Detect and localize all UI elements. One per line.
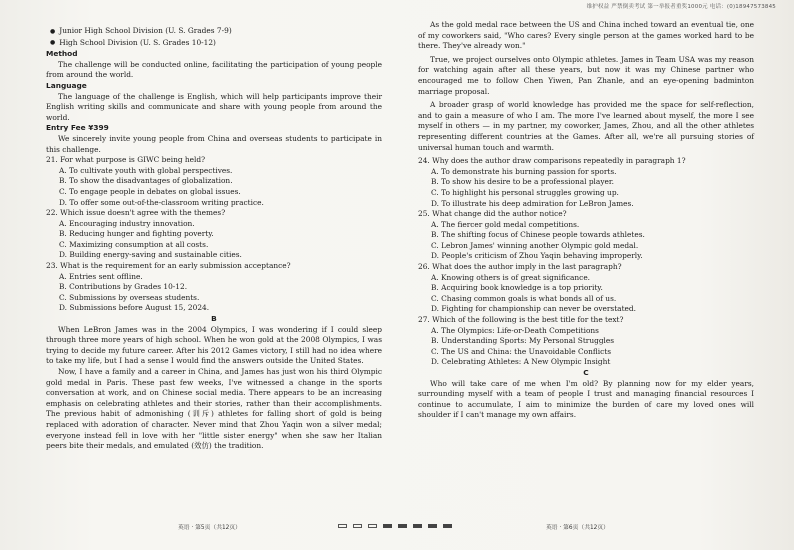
left-column [46, 26, 382, 452]
option: B. Reducing hunger and fighting poverty. [59, 229, 214, 239]
option: A. The Olympics: Life-or-Death Competitions [431, 325, 599, 335]
page-footer-left: 英语 · 第5页（共12页） [178, 525, 241, 531]
option: B. Contributions by Grades 10-12. [59, 282, 188, 292]
option: B. To show the disadvantages of globalization. [59, 176, 233, 186]
method-paragraph: The challenge will be conducted online, facilitating the participation of young people from around the world. [46, 59, 382, 80]
passage-b-paragraph-4: True, we project ourselves onto Olympic athletes. James in Team USA was my reason for watching again after all these years, but now it was my Chinese partner who encouraged me to follow Chen Yiwen, Pan Zhanle, and an eye-opening badminton marriage proposal. [418, 54, 754, 96]
option: A. To cultivate youth with global perspectives. [59, 165, 233, 175]
question-23: 23. What is the requirement for an early submission acceptance? [46, 261, 291, 271]
option: C. Chasing common goals is what bonds all of us. [431, 293, 617, 303]
option: A. The fiercer gold medal competitions. [431, 219, 580, 229]
language-paragraph: The language of the challenge is English, which will help participants improve their English writing skills and communicate and share with young people from around the world. [46, 91, 382, 122]
question-27: 27. Which of the following is the best title for the text? [418, 315, 624, 325]
entry-fee-paragraph: We sincerely invite young people from China and overseas students to participate in this challenge. [46, 133, 382, 154]
option: C. Maximizing consumption at all costs. [59, 239, 209, 249]
option: C. Submissions by overseas students. [59, 292, 200, 302]
header-notice: 维护权益 严禁倒卖考试 第一举报者重奖1000元 电话：(0)18947573845 [586, 4, 776, 10]
method-heading: Method [46, 49, 78, 59]
option: C. To engage people in debates on global issues. [59, 186, 241, 196]
square-mark [443, 524, 452, 528]
section-b-heading: B [211, 314, 217, 324]
division-item: ● High School Division (U. S. Grades 10-12) [46, 38, 382, 50]
passage-c-paragraph-1: Who will take care of me when I'm old? By planning now for my elder years, surrounding myself with a team of people I trust and managing financial resources I continue to accumulate, I aim to minimize the burden of care my loved ones will shoulder if I can't manage my own affairs. [418, 378, 754, 420]
option: A. Entries sent offline. [59, 271, 143, 281]
square-mark [353, 524, 362, 528]
option: B. To show his desire to be a professional player. [431, 177, 614, 187]
square-mark [338, 524, 347, 528]
square-mark [368, 524, 377, 528]
entry-fee-heading: Entry Fee ¥399 [46, 123, 109, 133]
language-heading: Language [46, 80, 87, 90]
option: B. The shifting focus of Chinese people towards athletes. [431, 230, 645, 240]
footer-squares [338, 522, 452, 530]
option: A. Knowing others is of great significance. [431, 272, 591, 282]
option: C. The US and China: the Unavoidable Conflicts [431, 346, 612, 356]
page-footer-right: 英语 · 第6页（共12页） [546, 525, 609, 531]
passage-b-paragraph-1: When LeBron James was in the 2004 Olympics, I was wondering if I could sleep through three more years of high school. When he won gold at the 2008 Olympics, I was trying to decide my future career. After his 2012 Games victory, I still had no idea where to take my life, but I had a sense I would find the answers outside the United States. [46, 324, 382, 366]
passage-b-paragraph-3: As the gold medal race between the US and China inched toward an eventual tie, one of my coworkers said, "Who cares? Every single person at the games worked hard to be there. They've already won." [418, 20, 754, 51]
question-22: 22. Which issue doesn't agree with the themes? [46, 208, 226, 218]
option: C. Lebron James' winning another Olympic gold medal. [431, 240, 639, 250]
option: A. Encouraging industry innovation. [59, 218, 195, 228]
question-21: 21. For what purpose is GIWC being held? [46, 155, 206, 165]
option: A. To demonstrate his burning passion for sports. [431, 166, 617, 176]
square-mark [428, 524, 437, 528]
option: C. To highlight his personal struggles growing up. [431, 187, 619, 197]
section-c-heading: C [583, 368, 589, 377]
passage-b-paragraph-5: A broader grasp of world knowledge has provided me the space for self-reflection, and to gain a measure of who I am. The more I've learned about myself, the more I see myself in others — in my partner, my coworker, James, Zhou, and all the other athletes representing different countries at the Games. After all, we're all pursuing stories of universal human touch and warmth. [418, 100, 754, 152]
question-25: 25. What change did the author notice? [418, 209, 567, 219]
passage-b-paragraph-2: Now, I have a family and a career in China, and James has just won his third Olympic gold medal in Paris. These past few weeks, I've witnessed a change in the sports conversation at work, and on Chinese social media. There appears to be an increasing emphasis on celebrating athletes and their stories, rather than their accomplishments. The previous habit of admonishing (训斥) athletes for falling short of gold is being replaced with adoration of character. Never mind that Zhou Yaqin won a silver medal; everyone instead fell in love with her "little sister energy" when she saw her Italian peers bite their medals, and emulated (效仿) the tradition. [46, 367, 382, 451]
option: D. To illustrate his deep admiration for LeBron James. [431, 198, 634, 208]
question-26: 26. What does the author imply in the last paragraph? [418, 262, 622, 272]
option: D. Submissions before August 15, 2024. [59, 303, 210, 313]
square-mark [398, 524, 407, 528]
option: B. Acquiring book knowledge is a top priority. [431, 283, 603, 293]
option: D. Celebrating Athletes: A New Olympic Insight [431, 357, 611, 367]
option: D. To offer some out-of-the-classroom writing practice. [59, 197, 264, 207]
square-mark [383, 524, 392, 528]
square-mark [413, 524, 422, 528]
option: D. Building energy-saving and sustainable cities. [59, 250, 242, 260]
question-24: 24. Why does the author draw comparisons repeatedly in paragraph 1? [418, 156, 686, 166]
option: D. People's criticism of Zhou Yaqin behaving improperly. [431, 251, 643, 261]
option: B. Understanding Sports: My Personal Struggles [431, 336, 615, 346]
division-item: ● Junior High School Division (U. S. Grades 7-9) [46, 26, 382, 38]
right-column [418, 20, 754, 421]
option: D. Fighting for championship can never be overstated. [431, 304, 636, 314]
